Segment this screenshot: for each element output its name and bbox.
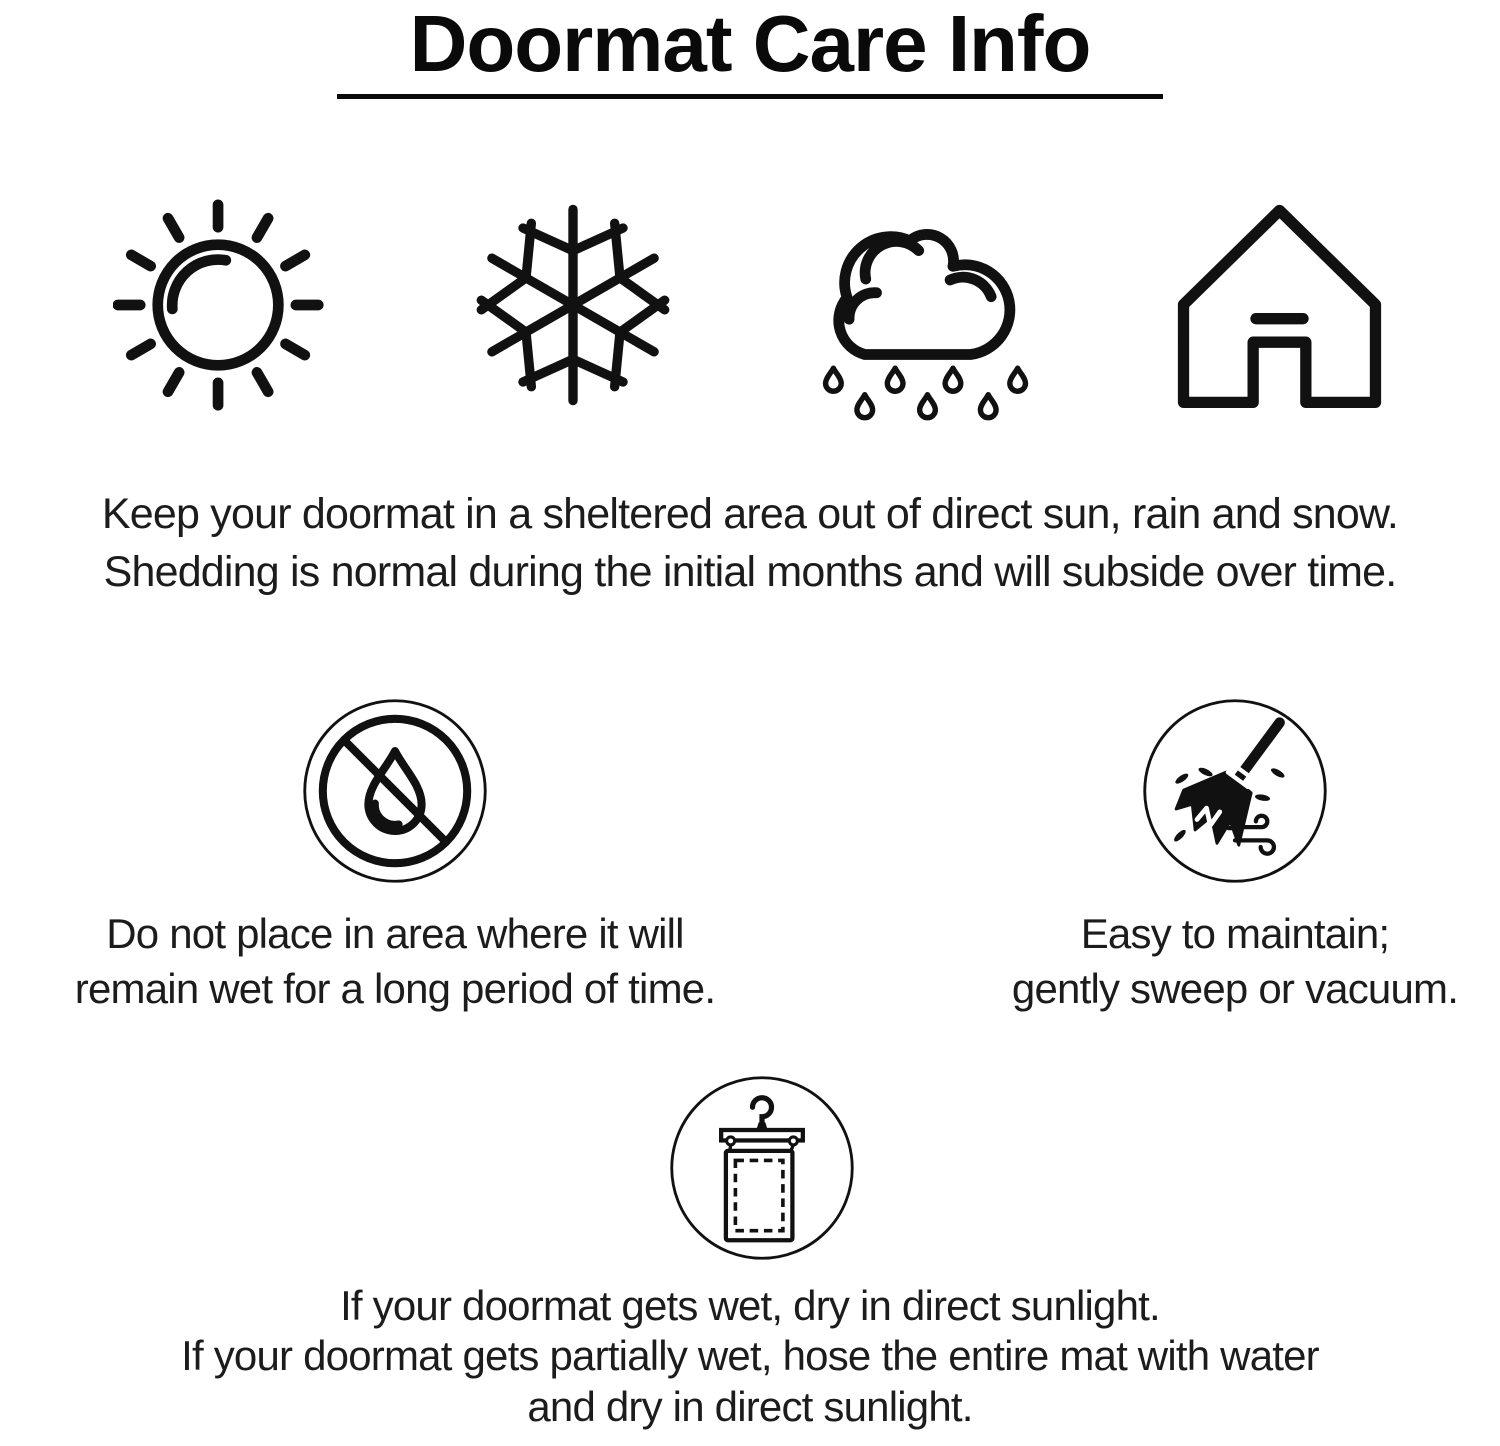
drying-line: If your doormat gets partially wet, hose the entire mat with water <box>181 1332 1319 1380</box>
intro-line-2: Shedding is normal during the initial months and will subside over time. <box>103 548 1397 597</box>
care-tips-row <box>0 696 1500 1017</box>
tip-line: remain wet for a long period of time. <box>74 965 716 1013</box>
page-title: Doormat Care Info <box>409 0 1091 88</box>
rain-cloud-icon <box>804 182 1049 429</box>
tip-line: gently sweep or vacuum. <box>1011 965 1459 1013</box>
drying-icon-wrap <box>12 1073 1500 1263</box>
snowflake-icon <box>470 193 676 417</box>
weather-icon-cell <box>95 179 345 431</box>
weather-icon-cell <box>448 179 698 431</box>
tip-line: Easy to maintain; <box>1080 909 1390 957</box>
sun-icon <box>113 193 327 417</box>
tip-sweep-caption <box>970 906 1500 1017</box>
header <box>0 0 1500 99</box>
no-water-icon <box>300 696 490 886</box>
drying-caption <box>0 1281 1500 1432</box>
drying-line: If your doormat gets wet, dry in direct sunlight. <box>340 1281 1160 1329</box>
tip-no-water-caption <box>0 906 790 1017</box>
house-icon <box>1176 199 1383 412</box>
tip-line: Do not place in area where it will <box>106 909 684 957</box>
weather-icon-cell <box>802 179 1052 431</box>
broom-icon <box>1140 696 1330 886</box>
hanging-mat-icon <box>667 1073 857 1263</box>
tip-sweep <box>970 696 1500 1017</box>
title-underline <box>337 94 1163 99</box>
tip-no-water <box>0 696 790 1017</box>
drying-line: and dry in direct sunlight. <box>527 1382 973 1430</box>
intro-text <box>0 485 1500 602</box>
drying-tip <box>0 1073 1500 1432</box>
weather-icon-cell <box>1155 179 1405 431</box>
intro-line-1: Keep your doormat in a sheltered area out of direct sun, rain and snow. <box>101 490 1399 538</box>
weather-icons-row <box>95 179 1405 431</box>
